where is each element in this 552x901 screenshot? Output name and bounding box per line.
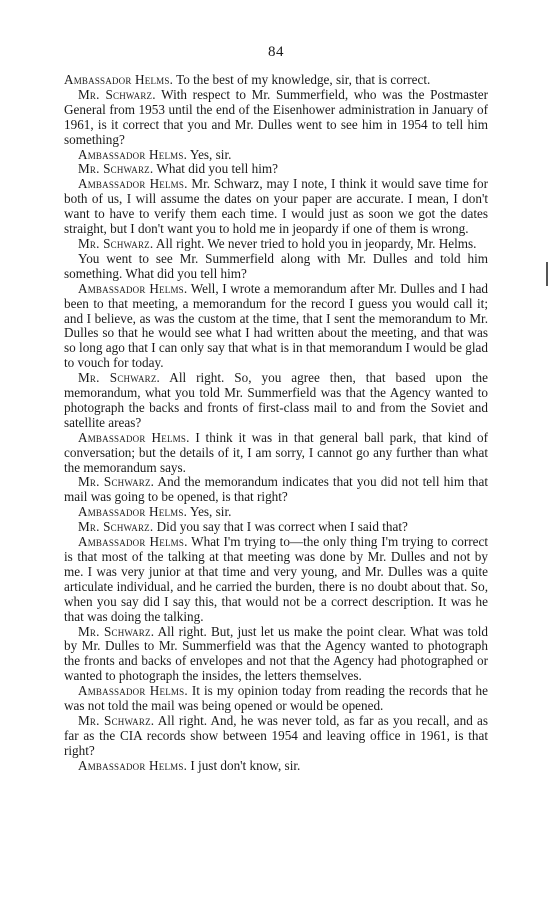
- speaker-name: Ambassador Helms.: [78, 534, 188, 550]
- margin-line-mark: [546, 262, 548, 286]
- paragraph-text: And the memorandum indicates that you did not tell him that mail was going to be opened, is that right?: [64, 474, 488, 505]
- speaker-name: Ambassador Helms.: [64, 72, 174, 87]
- speaker-name: Ambassador Helms.: [78, 757, 188, 773]
- speaker-name: Mr. Schwarz.: [78, 235, 154, 251]
- paragraph-text: All right. So, you agree then, that based upon the memorandum, what you told Mr. Summerfield was that the Agency wanted to photograph the backs and fronts of first-class mail to and from the Soviet and satellite areas?: [64, 370, 489, 430]
- transcript-paragraph: [64, 162, 488, 177]
- speaker-name: Mr. Schwarz.: [78, 519, 154, 535]
- transcript-paragraph: [64, 625, 488, 685]
- transcript-paragraph: [64, 73, 488, 88]
- transcript-paragraph: [64, 520, 488, 535]
- speaker-name: Ambassador Helms.: [78, 176, 188, 192]
- document-page: [64, 44, 488, 774]
- speaker-name: Ambassador Helms.: [78, 504, 188, 520]
- transcript-paragraph: [64, 759, 488, 774]
- transcript-paragraph: [64, 177, 488, 237]
- paragraph-text: I just don't know, sir.: [187, 757, 301, 773]
- paragraph-text: To the best of my knowledge, sir, that is correct.: [173, 72, 431, 87]
- paragraph-text: Did you say that I was correct when I said that?: [153, 519, 408, 535]
- page-number: 84: [268, 44, 284, 60]
- transcript-paragraph: [64, 282, 488, 371]
- speaker-name: Mr. Schwarz.: [78, 712, 155, 728]
- speaker-name: Mr. Schwarz.: [78, 370, 161, 386]
- paragraph-text: All right. And, he was never told, as far as you recall, and as far as the CIA records show between 1954 and leaving office in 1961, is that right?: [64, 712, 488, 758]
- speaker-name: Ambassador Helms.: [78, 429, 190, 445]
- speaker-name: Mr. Schwarz.: [78, 86, 156, 102]
- speaker-name: Ambassador Helms.: [78, 146, 188, 162]
- speaker-name: Mr. Schwarz.: [78, 474, 155, 490]
- transcript-paragraph: [64, 252, 488, 282]
- paragraph-text: You went to see Mr. Summerfield along with Mr. Dulles and told him something. What did you tell him?: [64, 250, 488, 281]
- paragraph-text: What I'm trying to—the only thing I'm trying to correct is that most of the talking at that meeting was done by Mr. Dulles and not by me. I was very junior at that time and very young, and Mr. Dulles was a quite articulate individual, and he carried the burden, there is no doubt about that. So, when you say did I say this, that would not be a correct description. It was he that was doing the talking.: [64, 534, 489, 624]
- transcript-paragraph: [64, 714, 488, 759]
- transcript-paragraph: [64, 148, 488, 163]
- paragraph-text: I think it was in that general ball park, that kind of conversation; but the details of it, I am sorry, I cannot go any further than what the memorandum says.: [64, 429, 488, 475]
- transcript-paragraph: [64, 475, 488, 505]
- paragraph-text: What did you tell him?: [153, 161, 279, 177]
- paragraph-text: With respect to Mr. Summerfield, who was the Postmaster General from 1953 until the end of the Eisenhower administration in January of 1961, is it correct that you and Mr. Dulles went to see him in 1954 to tell him something?: [64, 86, 488, 147]
- transcript-paragraph: [64, 371, 488, 431]
- paragraph-text: All right. But, just let us make the point clear. What was told by Mr. Dulles to Mr. Summerfield was that the Agency wanted to photograph the fronts and backs of envelopes and not that the Agency had photographed or wanted to photograph the insides, the letters themselves.: [64, 623, 488, 684]
- paragraph-text: Yes, sir.: [187, 146, 232, 162]
- paragraph-text: Yes, sir.: [187, 504, 232, 520]
- speaker-name: Ambassador Helms.: [78, 683, 188, 699]
- speaker-name: Ambassador Helms.: [78, 280, 188, 296]
- transcript-paragraph: [64, 237, 488, 252]
- transcript-paragraph: [64, 505, 488, 520]
- paragraph-text: Mr. Schwarz, may I note, I think it would save time for both of us, I will assume the dates on your paper are accurate. I mean, I don't want to have to verify them each time. I would just as soon we got the dates straight, but I don't want you to hold me in jeopardy if one of them is wrong.: [64, 176, 489, 237]
- speaker-name: Mr. Schwarz.: [78, 623, 155, 639]
- paragraph-text: Well, I wrote a memorandum after Mr. Dulles and I had been to that meeting, a memorandum for the record I guess you would call it; and I believe, as was the custom at the time, that I sent the memorandum to Mr. Dulles so that he would see what I had written about the meeting, and that was so long ago that I can only say that what is in that memorandum I would be glad to vouch for today.: [64, 280, 489, 371]
- transcript-paragraph: [64, 535, 488, 624]
- paragraph-text: It is my opinion today from reading the records that he was not told the mail was being opened or would be opened.: [64, 683, 489, 714]
- transcript-paragraph: [64, 684, 488, 714]
- speaker-name: Mr. Schwarz.: [78, 161, 154, 177]
- transcript-paragraph: [64, 431, 488, 476]
- paragraph-text: All right. We never tried to hold you in jeopardy, Mr. Helms.: [153, 235, 477, 251]
- transcript-paragraph: [64, 88, 488, 148]
